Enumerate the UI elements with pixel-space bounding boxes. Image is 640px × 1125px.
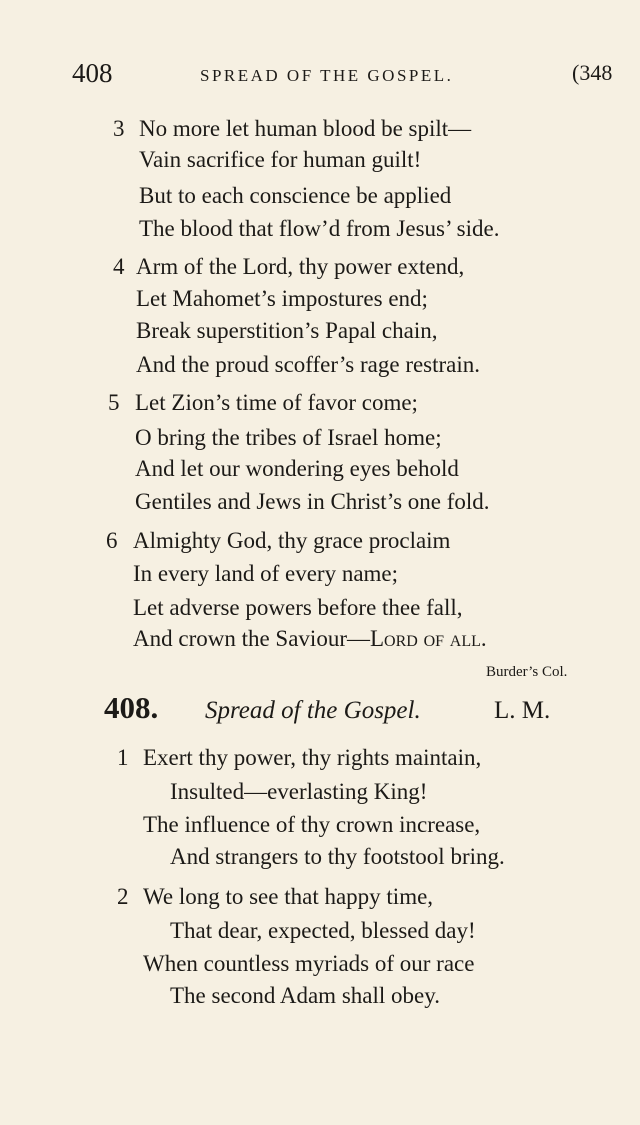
verse-line: Vain sacrifice for human guilt! (139, 147, 422, 172)
stanza-number: 5 (108, 390, 120, 415)
verse-line: Insulted—everlasting King! (170, 779, 428, 804)
page-number: 408 (72, 58, 113, 88)
verse-line: When countless myriads of our race (143, 951, 475, 976)
running-title: SPREAD OF THE GOSPEL. (200, 66, 454, 85)
verse-line: Let adverse powers before thee fall, (133, 595, 463, 620)
verse-line: That dear, expected, blessed day! (170, 918, 476, 943)
verse-line: The influence of thy crown increase, (143, 812, 481, 837)
verse-line: Let Mahomet’s impostures end; (136, 286, 428, 311)
page-header (0, 58, 640, 98)
verse-line-text: And crown the Saviour— (133, 626, 370, 651)
verse-line: But to each conscience be applied (139, 183, 452, 208)
verse-line (133, 626, 487, 652)
verse-line: Break superstition’s Papal chain, (136, 318, 438, 343)
stanza-number: 4 (113, 254, 125, 279)
verse-line: Let Zion’s time of favor come; (135, 390, 418, 415)
verse-line: And let our wondering eyes behold (135, 456, 459, 481)
hymn-number: 408. (104, 690, 159, 725)
verse-line: Arm of the Lord, thy power extend, (136, 254, 465, 279)
stanza-number: 6 (106, 528, 118, 553)
stanza-number: 2 (117, 884, 129, 909)
verse-line: No more let human blood be spilt— (139, 116, 472, 141)
verse-line: And strangers to thy footstool bring. (170, 844, 505, 869)
attribution: Burder’s Col. (486, 664, 568, 680)
verse-line: The second Adam shall obey. (170, 983, 440, 1008)
hymn-meter: L. M. (494, 697, 551, 724)
verse-line: And the proud scoffer’s rage restrain. (136, 352, 481, 377)
verse-line: Gentiles and Jews in Christ’s one fold. (135, 489, 490, 514)
verse-line: In every land of every name; (133, 561, 399, 586)
stanza-number: 1 (117, 745, 129, 770)
hymn-reference: (348 (572, 60, 613, 85)
small-caps-phrase: Lord of all. (370, 626, 487, 651)
stanza-number: 3 (113, 116, 125, 141)
verse-line: We long to see that happy time, (143, 884, 434, 909)
verse-line: Exert thy power, thy rights maintain, (143, 745, 482, 770)
hymn-title: Spread of the Gospel. (205, 697, 421, 724)
verse-line: The blood that flow’d from Jesus’ side. (139, 216, 500, 241)
verse-line: O bring the tribes of Israel home; (135, 425, 442, 450)
verse-line: Almighty God, thy grace proclaim (133, 528, 451, 553)
